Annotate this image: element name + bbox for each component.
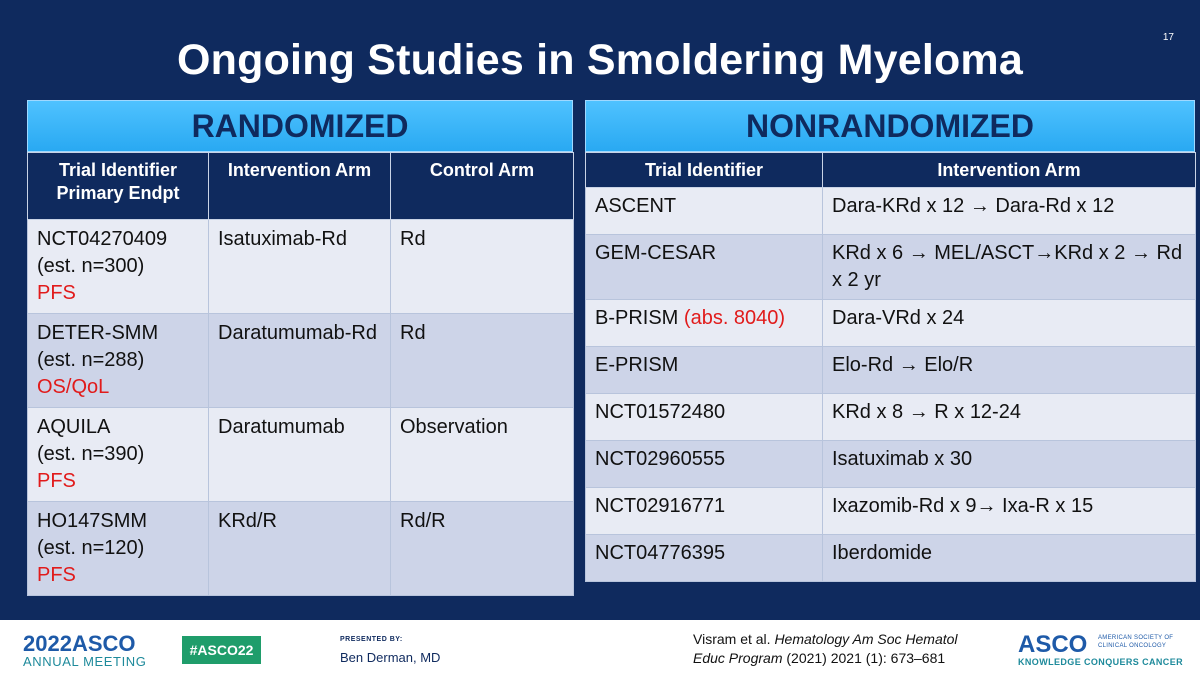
- col-trial-identifier: Trial Identifier Primary Endpt: [28, 153, 209, 220]
- sample-size: (est. n=390): [37, 443, 145, 465]
- randomized-table-body: [28, 220, 574, 596]
- control-cell: Rd: [391, 314, 574, 408]
- table-row: [586, 235, 1196, 300]
- intervention-cell: Iberdomide: [823, 535, 1196, 582]
- col-trial-identifier: Trial Identifier: [586, 153, 823, 188]
- col-intervention-arm: Intervention Arm: [209, 153, 391, 220]
- intervention-cell: Ixazomib-Rd x 9→ Ixa-R x 15: [823, 488, 1196, 535]
- sample-size: (est. n=300): [37, 255, 145, 277]
- trial-id: GEM-CESAR: [595, 242, 717, 264]
- intervention-cell: Daratumumab: [209, 408, 391, 502]
- control-cell: Observation: [391, 408, 574, 502]
- citation-journal-cont: Educ Program: [693, 650, 783, 666]
- asco-logo: ASCO: [1018, 631, 1088, 658]
- table-row: [28, 220, 574, 314]
- intervention-cell: Isatuximab-Rd: [209, 220, 391, 314]
- intervention-cell: Dara-KRd x 12 → Dara-Rd x 12: [823, 188, 1196, 235]
- primary-endpoint: PFS: [37, 282, 76, 304]
- intervention-cell: KRd/R: [209, 502, 391, 596]
- trial-cell: [586, 347, 823, 394]
- table-row: [28, 408, 574, 502]
- nonrandomized-table: [585, 152, 1196, 582]
- presented-by-label: PRESENTED BY:: [340, 636, 403, 643]
- sample-size: (est. n=288): [37, 349, 145, 371]
- trial-cell: [586, 441, 823, 488]
- randomized-panel: [27, 100, 573, 596]
- table-row: [586, 535, 1196, 582]
- trial-cell: [586, 488, 823, 535]
- trial-id: DETER-SMM: [37, 322, 159, 344]
- intervention-cell: Dara-VRd x 24: [823, 300, 1196, 347]
- citation-volume: (2021) 2021 (1): 673–681: [786, 650, 946, 666]
- trial-cell: [586, 535, 823, 582]
- intervention-cell: Isatuximab x 30: [823, 441, 1196, 488]
- trial-id: HO147SMM: [37, 510, 148, 532]
- trial-cell: [586, 235, 823, 300]
- annual-meeting-label: ANNUAL MEETING: [23, 654, 147, 669]
- hashtag-badge: #ASCO22: [182, 636, 261, 664]
- trial-cell: [28, 220, 209, 314]
- trial-cell: [586, 394, 823, 441]
- control-cell: Rd: [391, 220, 574, 314]
- trial-id: NCT01572480: [595, 401, 726, 423]
- trial-id: E-PRISM: [595, 354, 679, 376]
- trial-id: NCT02960555: [595, 448, 726, 470]
- asco-wordmark: ASCO: [71, 631, 136, 656]
- col-intervention-arm: Intervention Arm: [823, 153, 1196, 188]
- trial-id: NCT04776395: [595, 542, 726, 564]
- asco-tagline: KNOWLEDGE CONQUERS CANCER: [1018, 657, 1184, 667]
- meeting-year: 2022: [23, 631, 72, 656]
- intervention-cell: Daratumumab-Rd: [209, 314, 391, 408]
- intervention-cell: Elo-Rd → Elo/R: [823, 347, 1196, 394]
- primary-endpoint: OS/QoL: [37, 376, 110, 398]
- asco-society-name: AMERICAN SOCIETY OF CLINICAL ONCOLOGY: [1098, 635, 1174, 649]
- table-row: [586, 394, 1196, 441]
- trial-cell: [586, 300, 823, 347]
- nonrandomized-table-body: [586, 188, 1196, 582]
- abstract-note: (abs. 8040): [683, 307, 786, 329]
- slide-number: 17: [1162, 32, 1174, 43]
- trial-id: B-PRISM: [595, 307, 679, 329]
- primary-endpoint: PFS: [37, 564, 76, 586]
- nonrandomized-panel: [585, 100, 1195, 582]
- trial-id: AQUILA: [37, 416, 111, 438]
- trial-cell: [586, 188, 823, 235]
- slide-title: Ongoing Studies in Smoldering Myeloma: [177, 36, 1023, 84]
- trial-cell: [28, 408, 209, 502]
- control-cell: Rd/R: [391, 502, 574, 596]
- trial-id: NCT04270409: [37, 228, 168, 250]
- randomized-header: RANDOMIZED: [27, 100, 573, 152]
- sample-size: (est. n=120): [37, 537, 145, 559]
- nonrandomized-header: NONRANDOMIZED: [585, 100, 1195, 152]
- table-row: [586, 300, 1196, 347]
- citation-authors: Visram et al.: [693, 631, 771, 647]
- randomized-table: [27, 152, 574, 596]
- trial-id: NCT02916771: [595, 495, 726, 517]
- trial-id: ASCENT: [595, 195, 677, 217]
- intervention-cell: KRd x 8 → R x 12-24: [823, 394, 1196, 441]
- trial-cell: [28, 502, 209, 596]
- table-row: [586, 188, 1196, 235]
- col-control-arm: Control Arm: [391, 153, 574, 220]
- primary-endpoint: PFS: [37, 470, 76, 492]
- presenter-name: Ben Derman, MD: [340, 650, 441, 665]
- trial-cell: [28, 314, 209, 408]
- citation-journal: Hematology Am Soc Hematol: [774, 631, 958, 647]
- table-row: [586, 488, 1196, 535]
- table-row: [28, 314, 574, 408]
- table-row: [586, 347, 1196, 394]
- intervention-cell: KRd x 6 → MEL/ASCT→KRd x 2 → Rd x 2 yr: [823, 235, 1196, 300]
- table-row: [586, 441, 1196, 488]
- citation: [693, 630, 958, 668]
- table-row: [28, 502, 574, 596]
